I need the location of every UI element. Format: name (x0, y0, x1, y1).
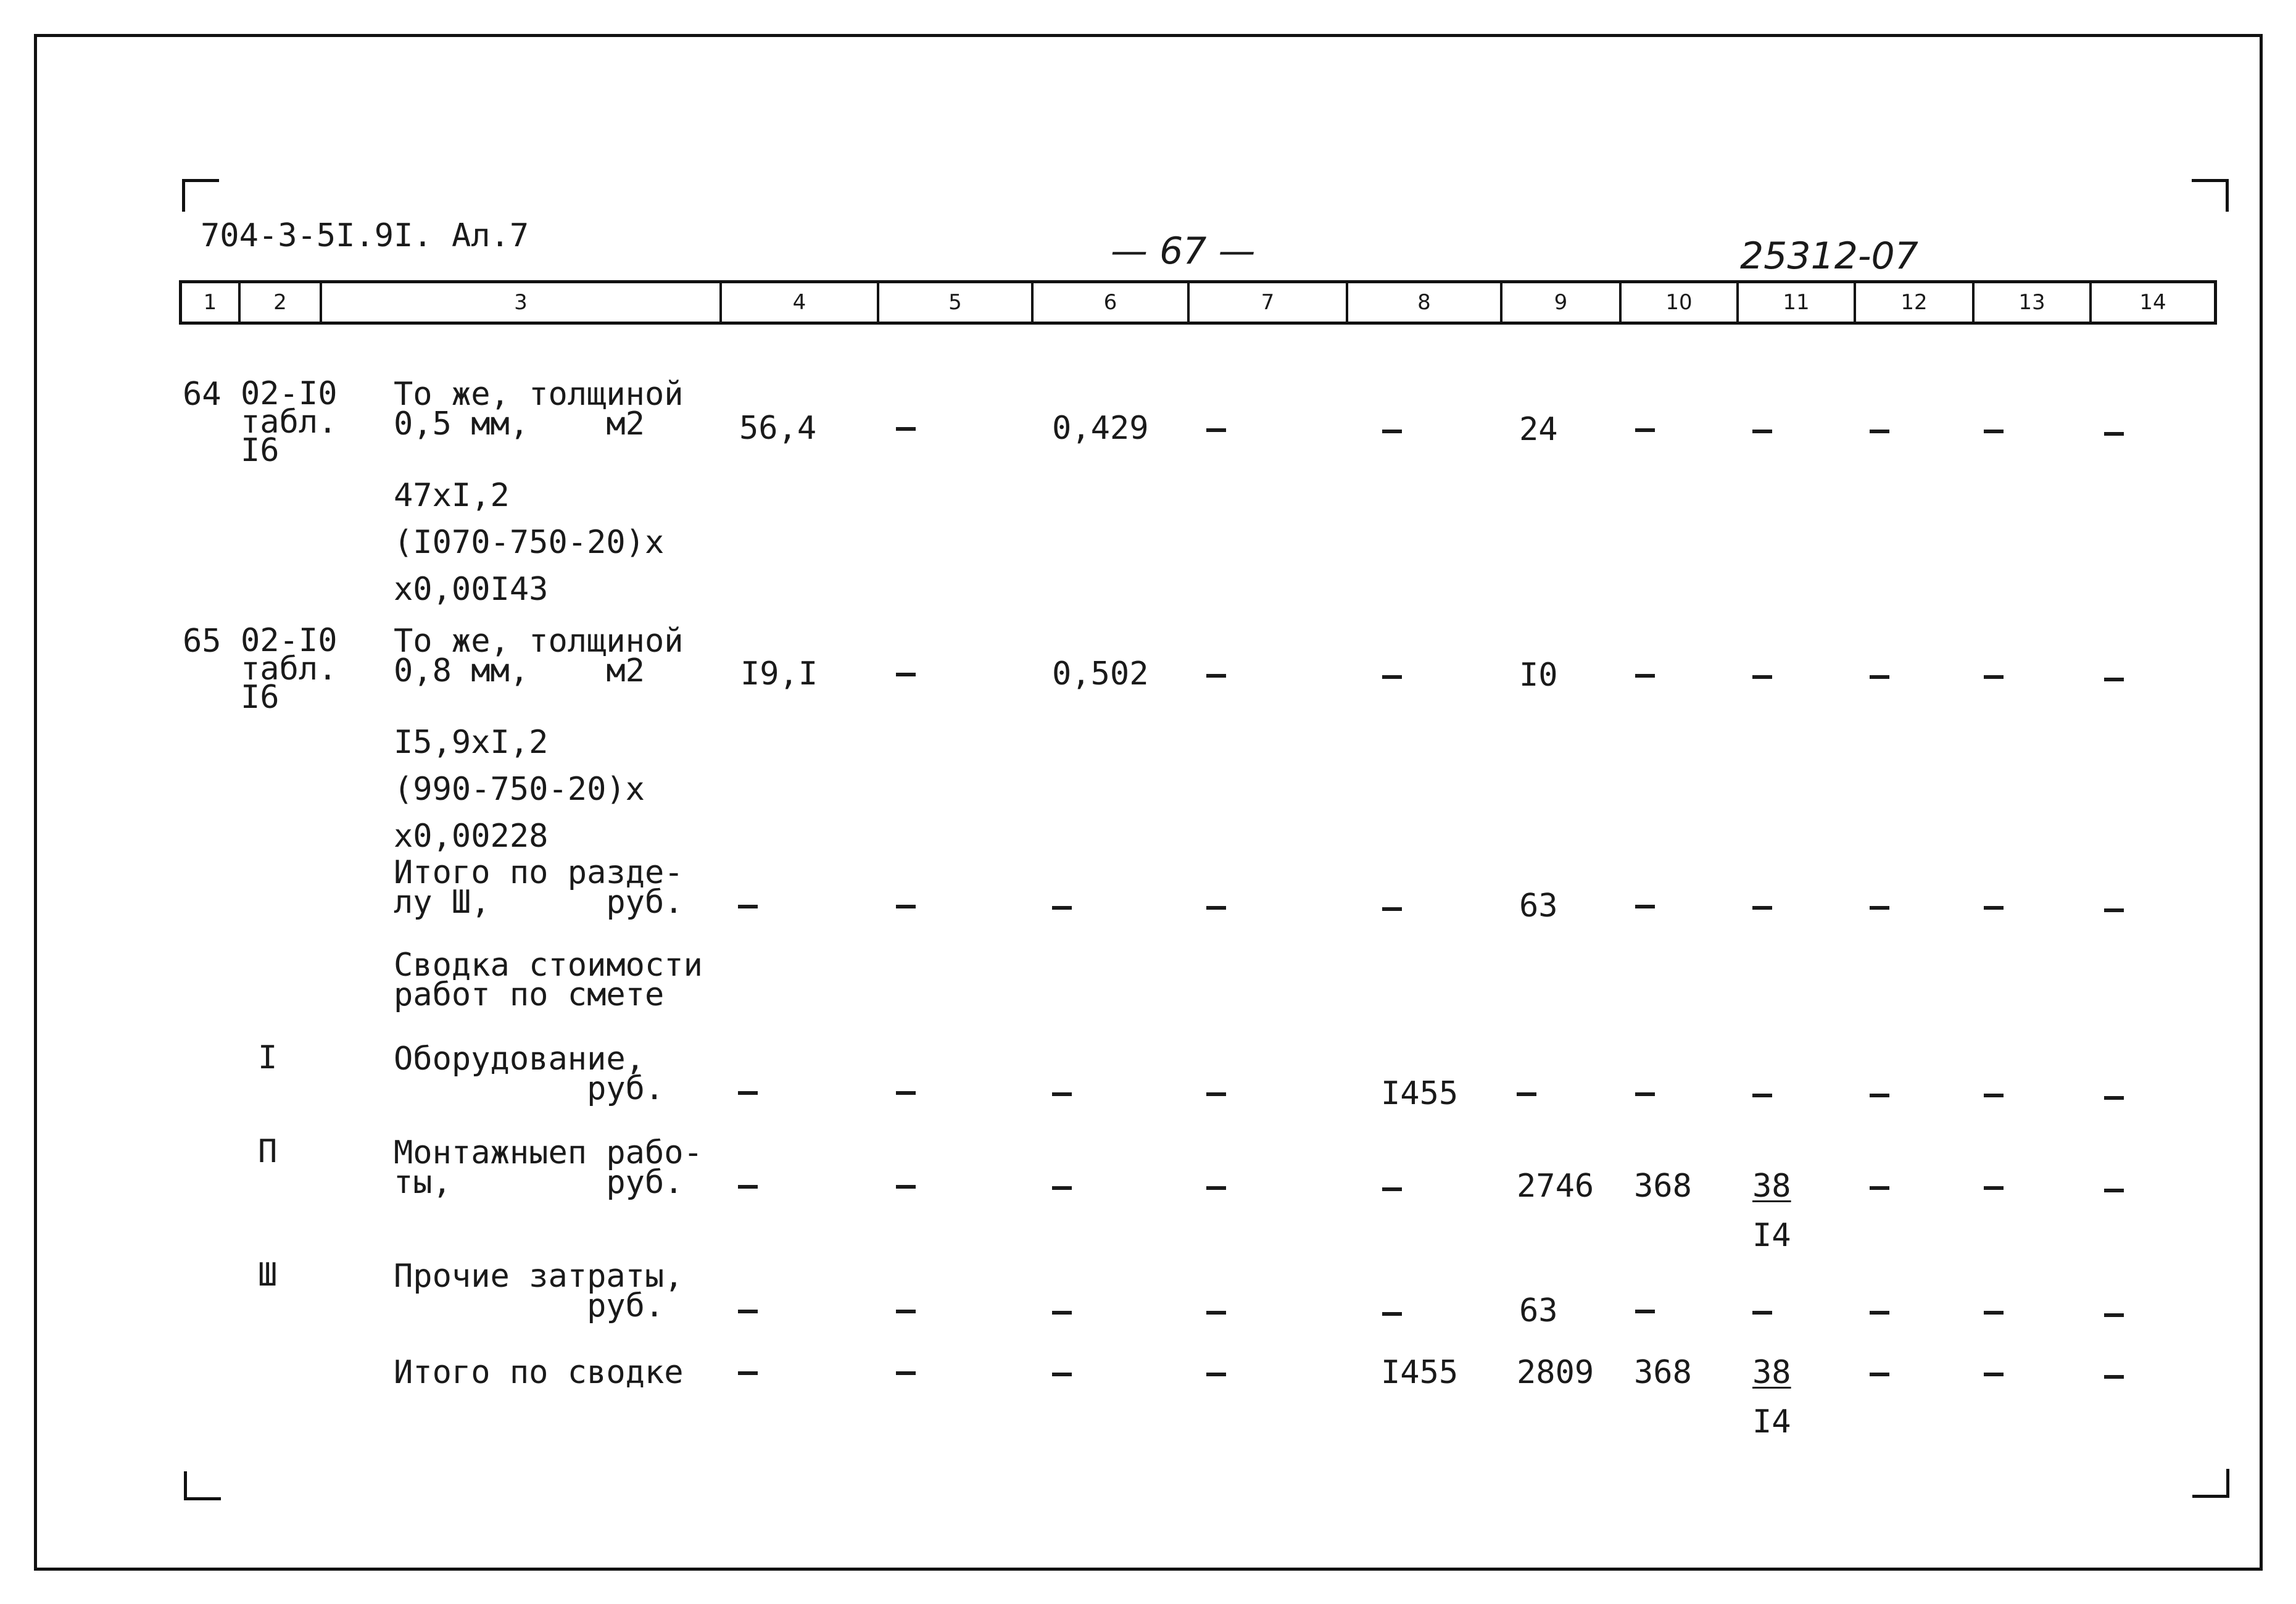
summary-description: Прочие затраты, руб. (394, 1258, 684, 1324)
column-number: 14 (2139, 290, 2166, 315)
summary-col9: 2746 (1517, 1168, 1594, 1205)
column-number: 13 (1975, 283, 2092, 322)
empty-dash (1870, 675, 1889, 679)
empty-dash (2104, 1096, 2124, 1100)
row-calculation: I5,9xI,2 (990-750-20)x x0,00228 (394, 724, 645, 855)
empty-dash (738, 1185, 758, 1189)
empty-dash (2104, 908, 2124, 912)
empty-dash (738, 1091, 758, 1095)
empty-dash (896, 1091, 916, 1095)
empty-dash (1382, 1312, 1402, 1316)
corner-mark-bottom-right (2192, 1469, 2229, 1498)
column-number: 4 (722, 283, 879, 322)
column-number: 10 (1622, 283, 1739, 322)
grand-total-label: Итого по сводке (394, 1354, 684, 1391)
corner-mark-top-right (2192, 179, 2229, 212)
empty-dash (738, 1371, 758, 1375)
empty-dash (1870, 1311, 1889, 1315)
empty-dash (1382, 675, 1402, 679)
summary-code: П (258, 1133, 278, 1170)
empty-dash (2104, 1375, 2124, 1379)
empty-dash (1517, 1092, 1536, 1096)
empty-dash (1206, 1373, 1226, 1376)
cell-col4: 56,4 (739, 410, 817, 447)
column-number: 6 (1034, 283, 1190, 322)
empty-dash (1752, 906, 1772, 910)
empty-dash (2104, 432, 2124, 436)
corner-mark-bottom-left (184, 1471, 221, 1500)
column-number: 12 (1856, 283, 1975, 322)
empty-dash (1984, 1186, 2004, 1190)
grand-total-col9: 2809 (1517, 1354, 1594, 1391)
empty-dash (1870, 1373, 1889, 1376)
empty-dash (1382, 1187, 1402, 1191)
empty-dash (1206, 428, 1226, 432)
empty-dash (1984, 675, 2004, 679)
corner-mark-top-left (182, 179, 219, 212)
row-calculation: 47xI,2 (I070-750-20)x x0,00I43 (394, 477, 665, 608)
row-number: 65 (183, 623, 222, 660)
empty-dash (1206, 674, 1226, 678)
summary-col11-denominator: I4 (1752, 1217, 1791, 1254)
empty-dash (1206, 1092, 1226, 1096)
empty-dash (896, 1310, 916, 1313)
empty-dash (1382, 907, 1402, 911)
summary-col8: I455 (1381, 1075, 1459, 1112)
column-number: 9 (1502, 283, 1622, 322)
row-reference: 02-I0 табл. I6 (241, 375, 338, 469)
column-number: 2 (241, 283, 322, 322)
empty-dash (1752, 430, 1772, 433)
grand-total-col8: I455 (1381, 1354, 1459, 1391)
empty-dash (1752, 1311, 1772, 1315)
column-number: 5 (879, 283, 1034, 322)
empty-dash (1052, 1373, 1072, 1376)
empty-dash (1635, 428, 1655, 432)
empty-dash (738, 1310, 758, 1313)
summary-description: Оборудование, руб. (394, 1041, 665, 1107)
column-number: 8 (1348, 283, 1502, 322)
empty-dash (1052, 1092, 1072, 1096)
empty-dash (2104, 1313, 2124, 1317)
cell-col6: 0,502 (1052, 655, 1149, 692)
empty-dash (896, 427, 916, 431)
summary-description: Монтажныеп рабо- ты, руб. (394, 1134, 703, 1201)
column-number: 3 (322, 283, 722, 322)
empty-dash (1382, 430, 1402, 433)
summary-col11-numerator: 38 (1752, 1168, 1791, 1205)
empty-dash (1870, 1186, 1889, 1190)
summary-code: Ш (258, 1257, 278, 1294)
empty-dash (2104, 678, 2124, 681)
summary-col10: 368 (1634, 1168, 1692, 1205)
section-total-label: Итого по разде- лу Ш, руб. (394, 854, 684, 921)
empty-dash (738, 905, 758, 908)
empty-dash (1870, 430, 1889, 433)
grand-total-col10: 368 (1634, 1354, 1692, 1391)
empty-dash (1635, 1092, 1655, 1096)
row-number: 64 (183, 376, 222, 413)
empty-dash (1052, 906, 1072, 910)
column-number: 11 (1739, 283, 1856, 322)
empty-dash (1870, 906, 1889, 910)
document-code: 704-3-5I.9I. Ал.7 (201, 217, 529, 254)
empty-dash (896, 905, 916, 908)
grand-total-col11-numerator: 38 (1752, 1354, 1791, 1391)
empty-dash (1984, 1373, 2004, 1376)
cell-col9: 24 (1519, 411, 1558, 448)
cell-col4: I9,I (740, 655, 818, 692)
empty-dash (1984, 906, 2004, 910)
empty-dash (1870, 1094, 1889, 1097)
summary-title: Сводка стоимости работ по смете (394, 947, 703, 1013)
empty-dash (896, 1371, 916, 1375)
empty-dash (1984, 430, 2004, 433)
empty-dash (1206, 1311, 1226, 1315)
empty-dash (1752, 1094, 1772, 1097)
column-number: 1 (182, 283, 241, 322)
empty-dash (1635, 674, 1655, 678)
section-total-col9: 63 (1519, 887, 1558, 925)
column-number-bar (179, 280, 2217, 325)
grand-total-col11-denominator: I4 (1752, 1403, 1791, 1440)
empty-dash (896, 1185, 916, 1189)
empty-dash (1635, 1310, 1655, 1313)
row-reference: 02-I0 табл. I6 (241, 622, 338, 716)
empty-dash (896, 673, 916, 676)
summary-col9: 63 (1519, 1292, 1558, 1329)
cell-col6: 0,429 (1052, 410, 1149, 447)
page-number: — 67 — (1111, 230, 1256, 273)
empty-dash (1984, 1094, 2004, 1097)
empty-dash (2104, 1189, 2124, 1192)
empty-dash (1635, 905, 1655, 908)
cell-col9: I0 (1519, 657, 1558, 694)
empty-dash (1984, 1311, 2004, 1315)
empty-dash (1206, 906, 1226, 910)
empty-dash (1052, 1186, 1072, 1190)
summary-code: I (258, 1039, 278, 1076)
column-number: 7 (1190, 283, 1348, 322)
empty-dash (1206, 1186, 1226, 1190)
row-description: То же, толщиной 0,5 мм, м2 (394, 376, 684, 443)
empty-dash (1052, 1311, 1072, 1315)
document-number: 25312-07 (1740, 235, 1918, 278)
empty-dash (1752, 675, 1772, 679)
row-description: То же, толщиной 0,8 мм, м2 (394, 623, 684, 689)
